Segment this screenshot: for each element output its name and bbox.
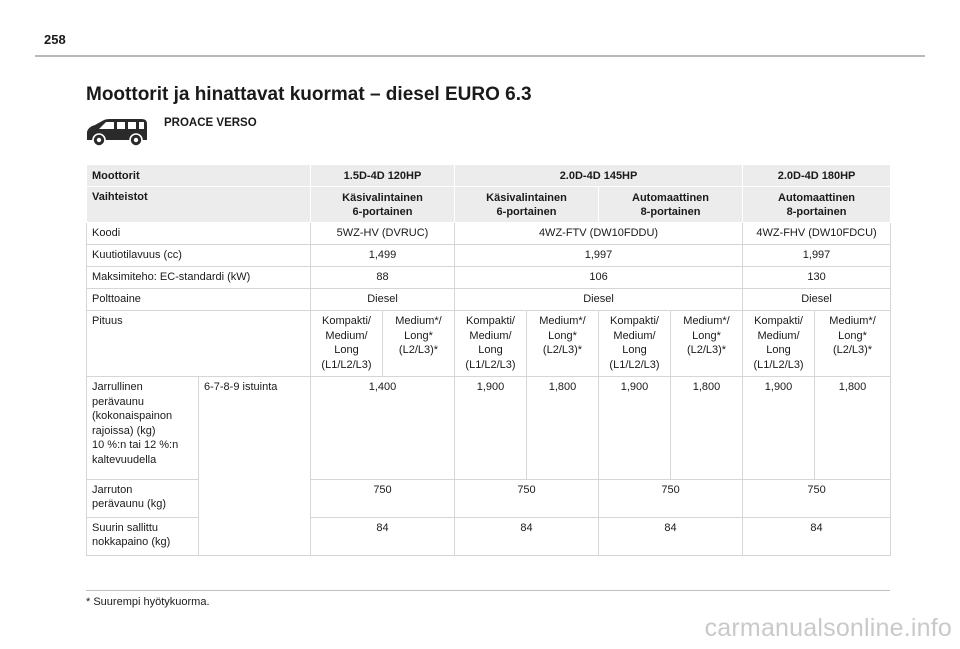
length-compact-line-4: (L1/L2/L3) [753,358,804,371]
unbraked-value-2: 750 [455,479,599,517]
code-label: Koodi [87,223,311,245]
length-compact-line-2: Medium/ [469,329,512,342]
van-icon [84,116,150,148]
code-1: 5WZ-HV (DVRUC) [311,223,455,245]
length-compact-line-3: Long [766,344,791,357]
displacement-3: 1,997 [743,245,891,267]
braked-label-line-2: perävaunu [92,395,144,408]
fuel-label: Polttoaine [87,289,311,311]
braked-value-5: 1,800 [671,377,743,479]
nose-weight-line-2: nokkapaino (kg) [92,536,171,549]
unbraked-value-4: 750 [743,479,891,517]
gearbox-1-line-2: 6-portainen [352,206,413,219]
length-medium-1 [383,311,455,377]
gearbox-2 [455,187,599,223]
watermark: carmanualsonline.info [704,614,952,642]
length-compact-line-1: Kompakti/ [610,315,659,328]
gearbox-3-line-2: 8-portainen [640,206,701,219]
length-compact-line-4: (L1/L2/L3) [321,358,372,371]
code-row [87,223,891,245]
power-label: Maksimiteho: EC-standardi (kW) [87,267,311,289]
gearbox-2-line-1: Käsivalintainen [486,191,567,204]
length-compact-line-3: Long [334,344,359,357]
gearbox-label: Vaihteistot [87,187,311,223]
nose-weight-value-1: 84 [311,517,455,555]
nose-weight-line-1: Suurin sallittu [92,521,159,534]
displacement-2: 1,997 [455,245,743,267]
displacement-1: 1,499 [311,245,455,267]
length-medium-line-2: Long* [548,329,577,342]
page-title: Moottorit ja hinattavat kuormat – diesel EURO 6.3 [86,84,532,105]
unbraked-value-3: 750 [599,479,743,517]
length-compact-line-2: Medium/ [757,329,800,342]
braked-trailer-label [87,377,199,479]
power-3: 130 [743,267,891,289]
footnote-rule [86,590,890,591]
gearbox-1 [311,187,455,223]
gearbox-3-line-1: Automaattinen [632,191,710,204]
length-medium-line-1: Medium*/ [683,315,730,328]
gearbox-1-line-1: Käsivalintainen [342,191,423,204]
length-compact-2 [455,311,527,377]
length-compact-line-4: (L1/L2/L3) [465,358,516,371]
braked-label-line-5: 10 %:n tai 12 %:n [92,439,179,452]
gearbox-3 [599,187,743,223]
braked-label-line-3: (kokonaispainon [92,410,173,423]
power-1: 88 [311,267,455,289]
length-compact-1 [311,311,383,377]
unbraked-value-1: 750 [311,479,455,517]
length-medium-line-1: Medium*/ [539,315,586,328]
braked-value-2: 1,900 [455,377,527,479]
power-2: 106 [455,267,743,289]
length-medium-3 [671,311,743,377]
nose-weight-label [87,517,199,555]
gearbox-2-line-2: 6-portainen [496,206,557,219]
length-medium-line-2: Long* [838,329,867,342]
fuel-3: Diesel [743,289,891,311]
length-compact-line-1: Kompakti/ [322,315,371,328]
displacement-label: Kuutiotilavuus (cc) [87,245,311,267]
length-medium-4 [815,311,891,377]
length-compact-3 [599,311,671,377]
braked-value-4: 1,900 [599,377,671,479]
displacement-row [87,245,891,267]
length-compact-line-3: Long [622,344,647,357]
length-compact-line-1: Kompakti/ [466,315,515,328]
power-row [87,267,891,289]
unbraked-trailer-label [87,479,199,517]
length-medium-line-1: Medium*/ [829,315,876,328]
length-compact-line-2: Medium/ [325,329,368,342]
braked-value-3: 1,800 [527,377,599,479]
length-compact-4 [743,311,815,377]
length-compact-line-1: Kompakti/ [754,315,803,328]
length-compact-line-4: (L1/L2/L3) [609,358,660,371]
code-2: 4WZ-FTV (DW10FDDU) [455,223,743,245]
engine-1: 1.5D-4D 120HP [311,165,455,187]
seats-cell: 6-7-8-9 istuinta [199,377,311,556]
top-rule [35,55,925,57]
nose-weight-value-3: 84 [599,517,743,555]
length-medium-line-2: Long* [404,329,433,342]
fuel-2: Diesel [455,289,743,311]
length-compact-line-3: Long [478,344,503,357]
length-label: Pituus [87,311,311,377]
unbraked-label-line-2: perävaunu (kg) [92,498,166,511]
engine-label: Moottorit [87,165,311,187]
length-medium-line-3: (L2/L3)* [542,344,583,357]
length-compact-line-2: Medium/ [613,329,656,342]
gearbox-4-line-1: Automaattinen [778,191,856,204]
fuel-1: Diesel [311,289,455,311]
code-3: 4WZ-FHV (DW10FDCU) [743,223,891,245]
engine-row [87,165,891,187]
length-medium-line-3: (L2/L3)* [686,344,727,357]
length-medium-line-2: Long* [692,329,721,342]
spec-table [86,164,891,556]
unbraked-label-line-1: Jarruton [92,483,133,496]
footnote: * Suurempi hyötykuorma. [86,596,210,608]
braked-trailer-row [87,377,891,479]
braked-value-7: 1,800 [815,377,891,479]
gearbox-4-line-2: 8-portainen [786,206,847,219]
engine-3: 2.0D-4D 180HP [743,165,891,187]
length-medium-line-3: (L2/L3)* [832,344,873,357]
braked-value-6: 1,900 [743,377,815,479]
nose-weight-value-2: 84 [455,517,599,555]
length-medium-line-3: (L2/L3)* [398,344,439,357]
nose-weight-value-4: 84 [743,517,891,555]
braked-label-line-1: Jarrullinen [92,381,143,394]
braked-label-line-6: kaltevuudella [92,453,157,466]
gearbox-row [87,187,891,223]
fuel-row [87,289,891,311]
length-medium-2 [527,311,599,377]
braked-label-line-4: rajoissa) (kg) [92,424,156,437]
page-number: 258 [44,32,66,47]
model-name: PROACE VERSO [164,117,257,129]
engine-2: 2.0D-4D 145HP [455,165,743,187]
gearbox-4 [743,187,891,223]
length-row [87,311,891,377]
length-medium-line-1: Medium*/ [395,315,442,328]
braked-value-1: 1,400 [311,377,455,479]
